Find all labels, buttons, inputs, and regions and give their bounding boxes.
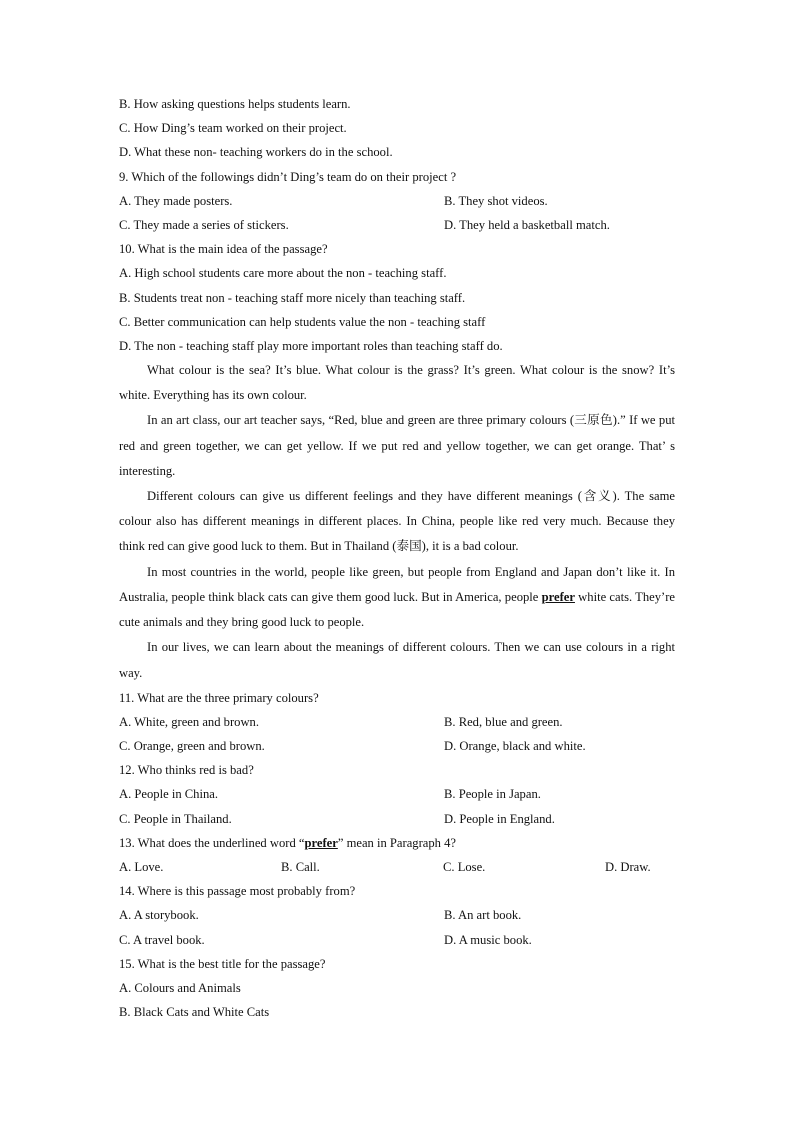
q13-underlined-word: prefer (304, 835, 338, 850)
q14-option-b: B. An art book. (444, 908, 522, 923)
q8-option-c: C. How Ding’s team worked on their project. (119, 121, 347, 136)
q9-option-a: A. They made posters. (119, 193, 233, 208)
q13-text-before: 13. What does the underlined word “ (119, 835, 305, 850)
q10-option-c: C. Better communication can help students value the non - teaching staff (119, 314, 486, 329)
q12-question: 12. Who thinks red is bad? (119, 763, 254, 778)
q14-option-c: C. A travel book. (119, 932, 205, 947)
q15-option-b: B. Black Cats and White Cats (119, 1005, 270, 1020)
q12-option-c: C. People in Thailand. (119, 811, 232, 826)
q12-option-a: A. People in China. (119, 787, 218, 802)
q14-options-row-2 (119, 928, 675, 952)
passage-paragraph-3: Different colours can give us different feelings and they have different meanings (含义). The same colour also has different meanings in different places. In China, people like red very much. Because they think red can give good luck to them. But in Thailand (泰国), it is a bad colour. (119, 489, 675, 554)
q11-option-a: A. White, green and brown. (119, 714, 260, 729)
q14-option-a: A. A storybook. (119, 908, 199, 923)
underlined-word-prefer: prefer (541, 589, 575, 604)
q11-options-row-2 (119, 734, 675, 758)
passage-paragraph-2: In an art class, our art teacher says, “Red, blue and green are three primary colours (三原色).” If we put red and green together, we can get yellow. If we put red and yellow together, we can get orange. That’ s interesting. (119, 413, 675, 478)
q9-options-row-2 (119, 213, 675, 237)
q15-question: 15. What is the best title for the passage? (119, 956, 326, 971)
q12-option-d: D. People in England. (444, 811, 555, 826)
q13-text-after: ” mean in Paragraph 4? (337, 835, 457, 850)
q9-options-row-1 (119, 189, 675, 213)
q12-option-b: B. People in Japan. (444, 787, 541, 802)
q11-options-row-1 (119, 710, 675, 734)
q13-option-a: A. Love. (119, 860, 164, 875)
q13-option-d: D. Draw. (605, 860, 651, 875)
passage-paragraph-5: In our lives, we can learn about the meanings of different colours. Then we can use colours in a right way. (119, 640, 675, 680)
q8-option-d: D. What these non- teaching workers do in the school. (119, 145, 393, 160)
p4-text-before: In most countries in the world, people like green, but people from England and Japan don’t like it. In Australia, people think black cats can give them good luck. But in America, people (119, 564, 675, 604)
q12-options-row-1 (119, 782, 675, 806)
q13-option-c: C. Lose. (443, 860, 486, 875)
q11-option-d: D. Orange, black and white. (444, 739, 586, 754)
q8-option-b: B. How asking questions helps students learn. (119, 97, 351, 111)
q11-option-c: C. Orange, green and brown. (119, 739, 265, 754)
q11-option-b: B. Red, blue and green. (444, 714, 563, 729)
passage-paragraph-1: What colour is the sea? It’s blue. What colour is the grass? It’s green. What colour is the snow? It’s white. Everything has its own colour. (119, 363, 675, 403)
q9-option-b: B. They shot videos. (444, 193, 548, 208)
q15-option-a: A. Colours and Animals (119, 980, 241, 995)
q10-option-d: D. The non - teaching staff play more important roles than teaching staff do. (119, 338, 503, 353)
q9-option-d: D. They held a basketball match. (444, 217, 610, 232)
q13-options-row (119, 855, 675, 879)
q10-option-b: B. Students treat non - teaching staff more nicely than teaching staff. (119, 290, 466, 305)
exam-page (119, 92, 675, 1024)
q13-question (119, 831, 675, 855)
q13-option-b: B. Call. (281, 860, 320, 875)
passage-paragraph-4 (119, 560, 675, 636)
q10-option-a: A. High school students care more about the non - teaching staff. (119, 266, 447, 281)
q12-options-row-2 (119, 807, 675, 831)
p4-text-after: white cats. They’re cute animals and they bring good luck to people. (119, 589, 675, 630)
q14-options-row-1 (119, 903, 675, 927)
q9-option-c: C. They made a series of stickers. (119, 217, 289, 232)
q14-option-d: D. A music book. (444, 932, 532, 947)
q11-question: 11. What are the three primary colours? (119, 690, 319, 705)
q14-question: 14. Where is this passage most probably from? (119, 884, 356, 899)
q9-question: 9. Which of the followings didn’t Ding’s team do on their project ? (119, 169, 457, 184)
q10-question: 10. What is the main idea of the passage? (119, 242, 328, 257)
